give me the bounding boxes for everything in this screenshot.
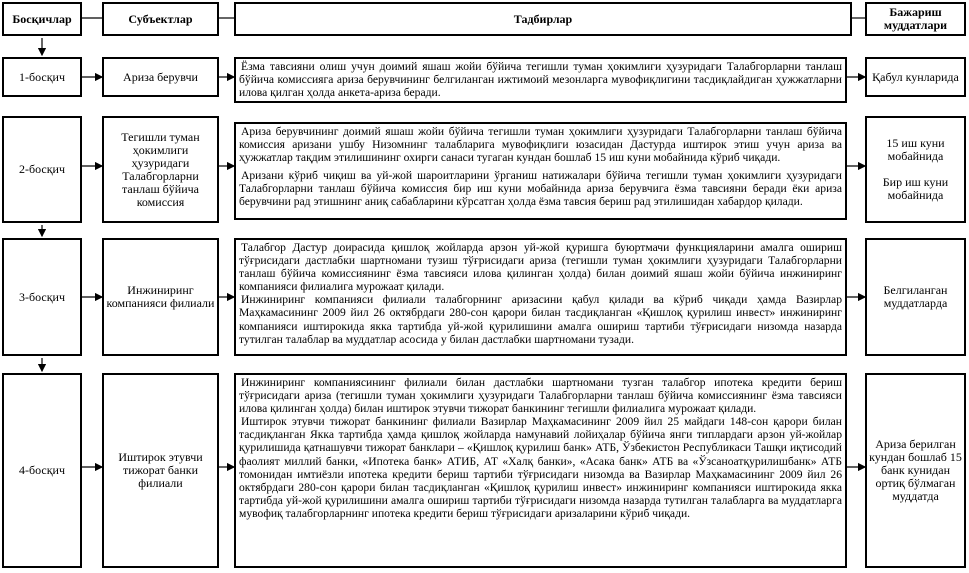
stage-3: 3-босқич: [2, 238, 82, 356]
actions-2: [234, 122, 847, 220]
header-stages: Босқичлар: [2, 2, 82, 36]
actions-4: [234, 373, 847, 568]
subject-3: Инжиниринг компанияси филиали: [102, 238, 219, 356]
header-subjects: Субъектлар: [102, 2, 219, 36]
action-paragraph: Иштирок этувчи тижорат банкининг филиали Вазирлар Маҳкамасининг 2009 йил 25 майдаги 148-сон қарори билан тасдиқланган Якка тартибда ҳамда қишлоқ жойларда намунавий лойиҳалар бўйича янги типлардаги арзон уй-жойлар қурилишида қатнашувчи тижорат банклари – «Қишлоқ қурилиш банк» АТБ, Ўзбекистон Республикаси Ташқи иқтисодий фаолият миллий банки, «Ипотека банк» АТИБ, АТ «Халқ банки», «Асака банк» АТБ ва «Ўзсаноатқурилишбанк» АТБ томонидан имтиёзли ипотека кредити бериш тартиби тўғрисидаги низомда ва Вазирлар Маҳкамасининг 2009 йил 26 октябрдаги 280-сон қарори билан тасдиқланган «Қишлоқ қурилиш инвест» инжиниринг компанияси иштирокида якка тартибда уй-жой қурилишини амалга ошириш тартиби тўғрисидаги низомда назарда тутилган талабларга ва муддатларга мувофиқ талабгорларнинг ипотека кредити бериш тўғрисидаги аризаларини кўриб чиқади.: [239, 415, 842, 520]
deadline-2: 15 иш куни мобайнида Бир иш куни мобайнида: [865, 116, 966, 223]
subject-2: Тегишли туман ҳокимлиги ҳузуридаги Талабгорларни танлаш бўйича комиссия: [102, 116, 219, 223]
action-paragraph: Инжиниринг компанияси филиали талабгорнинг аризасини қабул қилади ва кўриб чиқади ҳамда Вазирлар Маҳкамасининг 2009 йил 26 октябрдаги 280-сон қарори билан тасдиқланган «Қишлоқ қурилиш инвест» инжиниринг компанияси иштирокида якка тартибда уй-жой қурилишини амалга ошириш тартиби тўғрисидаги низомда назарда тутилган талаблар ва муддатлар асосида у билан дастлабки шартномани тузади.: [239, 293, 842, 346]
subject-4: Иштирок этувчи тижорат банки филиали: [102, 373, 219, 568]
action-paragraph: Инжиниринг компаниясининг филиали билан дастлабки шартномани тузган талабгор ипотека кредити бериш тўғрисидаги ариза (тегишли туман ҳокимлиги ҳузуридаги Талабгорларни танлаш бўйича комиссиянинг ёзма тавсияси илова қилинган ҳолда) билан иштирок этувчи тижорат банкининг тегишли филиалига мурожаат қилади.: [239, 376, 842, 416]
stage-2: 2-босқич: [2, 116, 82, 223]
deadline-4: Ариза берилган кундан бошлаб 15 банк кунидан ортиқ бўлмаган муддатда: [865, 373, 966, 568]
action-paragraph: Ёзма тавсияни олиш учун доимий яшаш жойи бўйича тегишли туман ҳокимлиги ҳузуридаги Талабгорларни танлаш бўйича комиссияга ариза берувчининг белгиланган ижтимоий мезонларга мувофиқлигини тасдиқлайдиган ҳужжатларни илова қилган ҳолда анкета-ариза беради.: [239, 60, 842, 100]
subject-1: Ариза берувчи: [102, 57, 219, 97]
deadline-3: Белгиланган муддатларда: [865, 238, 966, 356]
stage-1: 1-босқич: [2, 57, 82, 97]
action-paragraph: Аризани кўриб чиқиш ва уй-жой шароитларини ўрганиш натижалари бўйича тегишли туман ҳокимлиги ҳузуридаги Талабгорларни танлаш бўйича комиссия бир иш куни мобайнида ариза берувчига ёзма тавсияни беради ёки ариза берувчини рад этишнинг аниқ сабабларини кўрсатган ҳолда ёзма тавсия бериш рад этилишидан хабардор қилади.: [239, 169, 842, 209]
header-deadlines: Бажариш муддатлари: [865, 2, 966, 36]
header-actions: Тадбирлар: [234, 2, 852, 36]
actions-1: [234, 57, 847, 103]
action-paragraph: Ариза берувчининг доимий яшаш жойи бўйича тегишли туман ҳокимлиги ҳузуридаги Талабгорларни танлаш бўйича комиссия аризани ушбу Низомнинг талабларига мувофиқлиги юзасидан Дастурда иштирок этиш учун ариза ва ҳужжатлар тақдим этилишининг охирги санаси тугаган кундан бошлаб 15 иш куни мобайнида кўриб чиқади.: [239, 125, 842, 165]
action-paragraph: Талабгор Дастур доирасида қишлоқ жойларда арзон уй-жой қуришга буюртмачи функцияларини амалга ошириш тўғрисидаги дастлабки шартномани тузиш тўғрисидаги ариза (тегишли туман ҳокимлиги ҳузуридаги Талабгорларни танлаш бўйича комиссиянинг ёзма тавсияси илова қилинган ҳолда) билан доимий яшаш жойи бўйича инжиниринг компанияси филиалига мурожаат қилади.: [239, 241, 842, 294]
actions-3: [234, 238, 847, 356]
deadline-1: Қабул кунларида: [865, 57, 966, 97]
stage-4: 4-босқич: [2, 373, 82, 568]
